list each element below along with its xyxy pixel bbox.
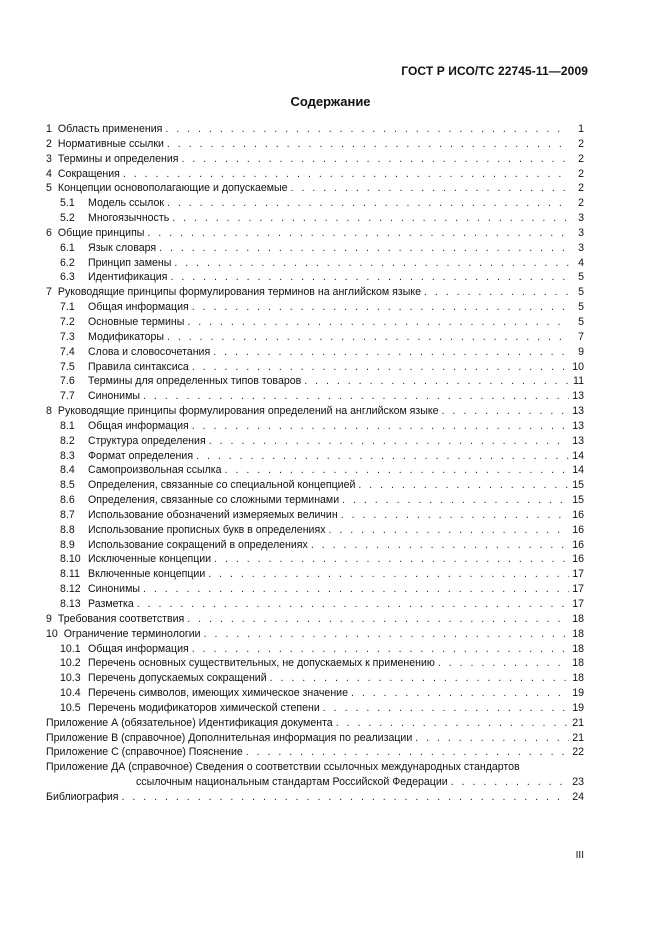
toc-entry[interactable] [46, 582, 584, 597]
toc-entry-page: 15 [572, 494, 584, 507]
toc-entry-number: 8.11 [60, 568, 80, 581]
dot-leader [167, 137, 569, 152]
toc-entry-page: 3 [578, 226, 584, 239]
toc-entry-label: Область применения [57, 123, 163, 135]
toc-entry-label: Приложение С (справочное) Пояснение [46, 746, 243, 759]
toc-entry-label: ссылочным национальным стандартам Российской Федерации [136, 776, 448, 789]
toc-entry-page: 18 [572, 612, 584, 625]
toc-entry-number: 8.2 [60, 434, 75, 447]
toc-entry-label: Общая информация [88, 419, 189, 432]
toc-entry-number: 7.6 [60, 375, 75, 388]
dot-leader [170, 270, 569, 285]
dot-leader [192, 360, 569, 375]
dot-leader [451, 775, 569, 790]
toc-entry[interactable] [46, 196, 584, 211]
dot-leader [225, 463, 569, 478]
toc-entry-page: 16 [572, 553, 584, 566]
toc-entry-label: Перечень основных существительных, не допускаемых к применению [88, 657, 435, 670]
toc-entry-number: 8 [46, 405, 52, 418]
toc-entry-page: 2 [578, 137, 584, 150]
toc-entry[interactable] [46, 478, 584, 493]
toc-entry[interactable] [46, 493, 584, 508]
toc-entry[interactable] [46, 552, 584, 567]
toc-entry-page: 3 [578, 241, 584, 254]
toc-entry-page: 18 [572, 657, 584, 670]
document-identifier: ГОСТ Р ИСО/ТС 22745-11—2009 [401, 64, 588, 78]
toc-entry-number: 6.1 [60, 241, 75, 254]
toc-entry-label: Перечень символов, имеющих химическое значение [88, 687, 348, 700]
toc-entry-number: 8.3 [60, 449, 75, 462]
toc-entry-number: 8.5 [60, 479, 75, 492]
toc-entry[interactable] [46, 300, 584, 315]
toc-entry-label: Библиография [46, 790, 119, 803]
dot-leader [351, 686, 569, 701]
dot-leader [143, 582, 569, 597]
dot-leader [174, 256, 569, 271]
dot-leader [159, 241, 569, 256]
toc-entry-label: Слова и словосочетания [88, 345, 211, 358]
toc-entry[interactable] [46, 374, 584, 389]
toc-entry[interactable] [46, 567, 584, 582]
toc-entry-label: Основные термины [88, 315, 185, 328]
dot-leader [214, 552, 569, 567]
toc-entry-label: Язык словаря [88, 241, 157, 254]
dot-leader [123, 167, 569, 182]
toc-entry-page: 4 [578, 256, 584, 269]
toc-entry[interactable] [46, 642, 584, 657]
toc-entry-label: Самопроизвольная ссылка [88, 464, 222, 477]
dot-leader [187, 612, 569, 627]
toc-entry[interactable] [46, 241, 584, 256]
toc-entry[interactable] [46, 434, 584, 449]
toc-entry-label: Руководящие принципы формулирования определений на английском языке [57, 405, 439, 418]
toc-entry-page: 18 [572, 642, 584, 655]
dot-leader [143, 389, 569, 404]
toc-entry[interactable] [46, 360, 584, 375]
toc-entry[interactable] [46, 523, 584, 538]
toc-entry[interactable] [46, 270, 584, 285]
dot-leader [358, 478, 569, 493]
toc-entry-label: Принцип замены [88, 256, 172, 269]
toc-entry-number: 7.1 [60, 301, 75, 314]
toc-entry-number: 4 [46, 167, 52, 180]
toc-entry-number: 8.12 [60, 583, 81, 596]
toc-entry-number: 8.8 [60, 523, 75, 536]
toc-entry-number: 5.1 [60, 197, 75, 210]
toc-entry-number: 6.2 [60, 256, 75, 269]
dot-leader [182, 152, 569, 167]
dot-leader [167, 196, 569, 211]
toc-entry-label: Использование прописных букв в определениях [88, 523, 326, 536]
toc-entry-label: Структура определения [88, 434, 206, 447]
toc-entry-label: Приложение В (справочное) Дополнительная информация по реализации [46, 731, 413, 744]
dot-leader [424, 285, 569, 300]
toc-entry-page: 2 [578, 152, 584, 165]
dot-leader [341, 508, 569, 523]
toc-entry-number: 10.5 [60, 701, 81, 714]
toc-entry-page: 18 [572, 672, 584, 685]
toc-entry-page: 2 [578, 182, 584, 195]
toc-entry-annex-da[interactable] [46, 760, 584, 790]
toc-entry-page: 15 [572, 479, 584, 492]
dot-leader [187, 315, 569, 330]
toc-entry-number: 5.2 [60, 212, 75, 225]
toc-entry-page: 16 [572, 508, 584, 521]
dot-leader [270, 671, 569, 686]
toc-entry-label-continued [46, 775, 584, 790]
dot-leader [167, 330, 569, 345]
toc-entry[interactable] [46, 612, 584, 627]
page-number: III [575, 850, 584, 861]
dot-leader [246, 745, 569, 760]
toc-entry[interactable] [46, 404, 584, 419]
dot-leader [204, 627, 569, 642]
toc-entry[interactable] [46, 256, 584, 271]
toc-entry-page: 5 [578, 315, 584, 328]
dot-leader [172, 211, 569, 226]
toc-entry-label: Приложение А (обязательное) Идентификация документа [46, 716, 333, 729]
toc-entry-page: 13 [572, 390, 584, 403]
dot-leader [192, 419, 569, 434]
toc-entry-label: Концепции основополагающие и допускаемые [57, 182, 288, 195]
toc-entry-number: 3 [46, 152, 52, 165]
toc-entry-label: Общая информация [88, 642, 189, 655]
toc-entry-page: 11 [573, 375, 584, 388]
toc-entry[interactable] [46, 285, 584, 300]
toc-entry-number: 8.4 [60, 464, 75, 477]
dot-leader [192, 300, 569, 315]
toc-entry-label: Модель ссылок [88, 197, 165, 210]
toc-entry-label: Синонимы [88, 390, 140, 403]
toc-entry[interactable] [46, 463, 584, 478]
dot-leader [137, 597, 569, 612]
toc-entry-page: 13 [572, 434, 584, 447]
toc-entry-number: 10.2 [60, 657, 81, 670]
dot-leader [329, 523, 570, 538]
toc-entry-number: 10.4 [60, 687, 81, 700]
toc-entry-number: 10 [46, 627, 58, 640]
toc-entry-number: 8.10 [60, 553, 81, 566]
toc-entry[interactable] [46, 137, 584, 152]
toc-entry[interactable] [46, 226, 584, 241]
toc-entry-label: Определения, связанные со специальной концепцией [88, 479, 356, 492]
toc-entry-label: Перечень допускаемых сокращений [88, 672, 267, 685]
toc-entry-page: 21 [572, 716, 584, 729]
dot-leader [165, 122, 569, 137]
toc-entry-label: Синонимы [88, 583, 140, 596]
toc-entry[interactable] [46, 731, 584, 746]
toc-entry-label: Использование обозначений измеряемых величин [88, 508, 338, 521]
toc-entry[interactable] [46, 508, 584, 523]
toc-entry[interactable] [46, 745, 584, 760]
toc-entry-bibliography[interactable] [46, 790, 584, 805]
toc-entry[interactable] [46, 181, 584, 196]
toc-entry-label: Включенные концепции [88, 568, 206, 581]
toc-entry-label: Руководящие принципы формулирования терминов на английском языке [57, 286, 421, 299]
dot-leader [213, 345, 569, 360]
toc-entry-page: 1 [578, 123, 584, 135]
toc-entry-number: 7.7 [60, 390, 75, 403]
toc-entry[interactable] [46, 686, 584, 701]
toc-entry-page: 24 [572, 790, 584, 803]
toc-entry-page: 3 [578, 212, 584, 225]
toc-entry-label: Определения, связанные со сложными терминами [88, 494, 340, 507]
dot-leader [323, 701, 569, 716]
toc-entry[interactable] [46, 167, 584, 182]
toc-entry-number: 8.1 [60, 419, 75, 432]
toc-entry-label: Нормативные ссылки [57, 137, 164, 150]
toc-entry[interactable] [46, 449, 584, 464]
page-title: Содержание [290, 94, 371, 109]
toc-entry-label: Требования соответствия [57, 612, 185, 625]
toc-entry-label: Использование сокращений в определениях [88, 538, 308, 551]
toc-entry-page: 5 [578, 286, 584, 299]
toc-entry-page: 13 [572, 419, 584, 432]
toc-entry-page: 2 [578, 197, 584, 210]
toc-entry-page: 10 [572, 360, 584, 373]
toc-entry-label: Общие принципы [57, 226, 145, 239]
toc-entry-number: 7 [46, 286, 52, 299]
toc-entry-label: Многоязычность [88, 212, 170, 225]
dot-leader [311, 538, 569, 553]
toc-entry-page: 19 [572, 687, 584, 700]
dot-leader [336, 716, 569, 731]
toc-entry-number: 8.6 [60, 494, 75, 507]
toc-entry[interactable] [46, 627, 584, 642]
toc-entry-number: 8.9 [60, 538, 75, 551]
toc-entry-number: 7.2 [60, 315, 75, 328]
dot-leader [196, 449, 569, 464]
toc-entry-page: 16 [572, 538, 584, 551]
toc-entry[interactable] [46, 389, 584, 404]
table-of-contents [46, 122, 584, 805]
toc-entry-page: 17 [572, 583, 584, 596]
toc-entry-label: Модификаторы [88, 330, 164, 343]
dot-leader [208, 567, 569, 582]
toc-entry-label: Сокращения [57, 167, 120, 180]
toc-entry[interactable] [46, 671, 584, 686]
toc-entry-page: 14 [572, 464, 584, 477]
toc-entry-page: 5 [578, 301, 584, 314]
toc-entry-number: 9 [46, 612, 52, 625]
toc-entry-page: 16 [572, 523, 584, 536]
dot-leader [415, 731, 569, 746]
toc-entry-page: 2 [578, 167, 584, 180]
toc-entry-page: 14 [572, 449, 584, 462]
toc-entry-page: 13 [572, 405, 584, 418]
toc-entry[interactable] [46, 716, 584, 731]
dot-leader [291, 181, 569, 196]
dot-leader [304, 374, 569, 389]
dot-leader [147, 226, 569, 241]
toc-entry-page: 7 [578, 330, 584, 343]
toc-entry-label: Ограничение терминологии [63, 627, 201, 640]
toc-entry[interactable] [46, 656, 584, 671]
toc-entry-label: Формат определения [88, 449, 194, 462]
toc-entry-number: 10.3 [60, 672, 81, 685]
toc-entry-label: Разметка [88, 598, 134, 610]
dot-leader [442, 404, 569, 419]
toc-entry[interactable] [46, 345, 584, 360]
toc-entry-number: 2 [46, 137, 52, 150]
toc-entry[interactable] [46, 330, 584, 345]
toc-entry-number: 1 [46, 123, 52, 135]
toc-entry-label: Перечень модификаторов химической степени [88, 701, 320, 714]
toc-entry-page: 22 [572, 746, 584, 759]
toc-entry-number: 5 [46, 182, 52, 195]
dot-leader [209, 434, 569, 449]
toc-entry[interactable] [46, 597, 584, 612]
dot-leader [438, 656, 569, 671]
dot-leader [342, 493, 569, 508]
toc-entry-page: 19 [572, 701, 584, 714]
toc-entry-number: 8.7 [60, 508, 75, 521]
toc-entry-number: 7.5 [60, 360, 75, 373]
toc-entry-page: 17 [572, 568, 584, 581]
toc-entry-page: 23 [572, 776, 584, 789]
toc-entry-label: Идентификация [88, 271, 168, 284]
toc-entry[interactable] [46, 315, 584, 330]
toc-entry[interactable] [46, 122, 584, 137]
toc-entry[interactable] [46, 419, 584, 434]
dot-leader [121, 790, 569, 805]
toc-entry-number: 6.3 [60, 271, 75, 284]
toc-entry[interactable] [46, 538, 584, 553]
toc-entry-page: 18 [572, 627, 584, 640]
toc-entry-page: 9 [578, 345, 584, 358]
toc-entry-page: 21 [572, 731, 584, 744]
toc-entry-label: Термины и определения [57, 152, 179, 165]
toc-entry-number: 7.3 [60, 330, 75, 343]
toc-entry-label: Правила синтаксиса [88, 360, 189, 373]
toc-entry-label: Термины для определенных типов товаров [88, 375, 302, 388]
toc-entry-number: 6 [46, 226, 52, 239]
toc-entry-page: 5 [578, 271, 584, 284]
dot-leader [192, 642, 569, 657]
toc-entry-number: 10.1 [60, 642, 81, 655]
toc-entry[interactable] [46, 211, 584, 226]
toc-entry-label: Приложение ДА (справочное) Сведения о соответствии ссылочных международных стандартов [46, 761, 520, 774]
toc-entry-number: 8.13 [60, 598, 81, 610]
toc-entry-label: Исключенные концепции [88, 553, 212, 566]
toc-entry-number: 7.4 [60, 345, 75, 358]
toc-entry-label: Общая информация [88, 301, 189, 314]
toc-entry[interactable] [46, 701, 584, 716]
toc-entry-page: 17 [572, 598, 584, 610]
toc-entry[interactable] [46, 152, 584, 167]
